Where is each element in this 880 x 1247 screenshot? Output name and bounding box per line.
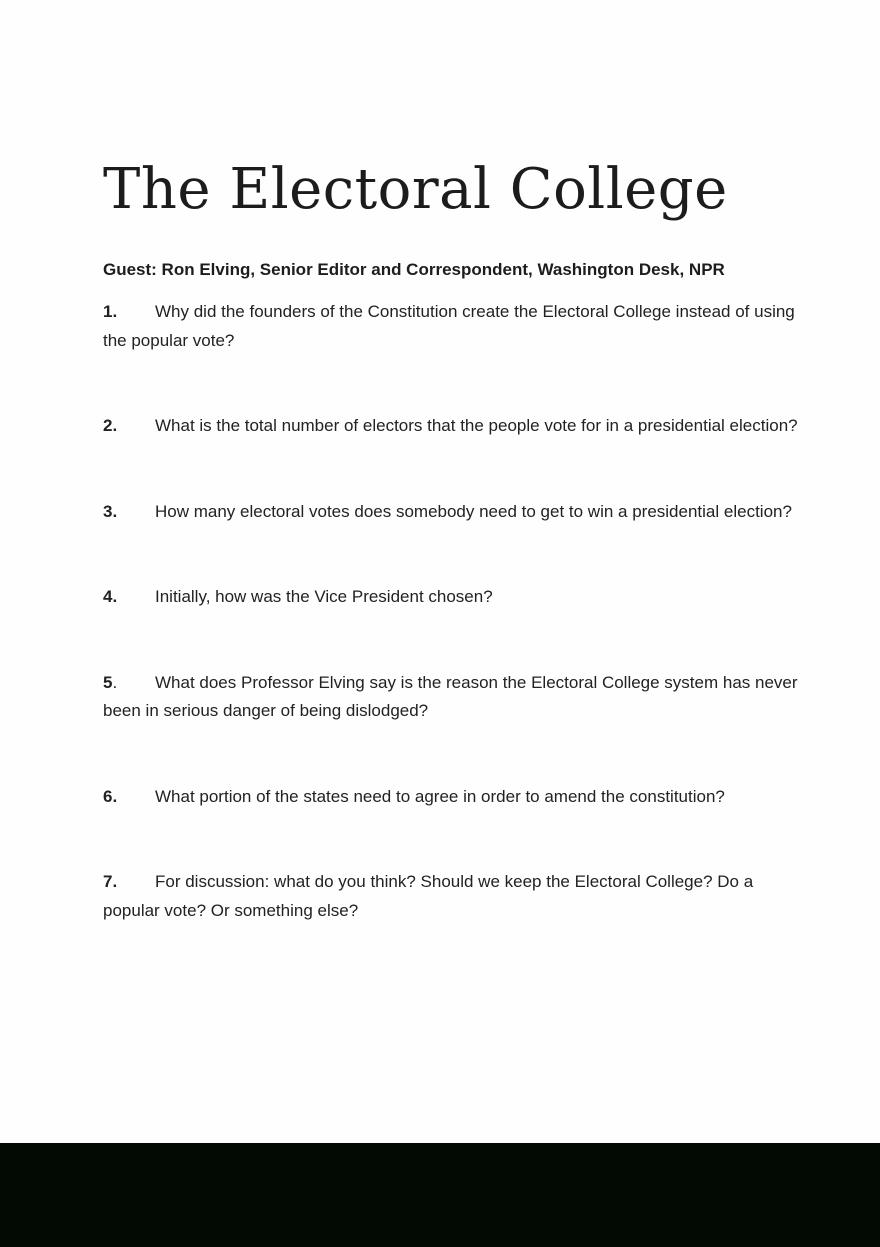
question-number: 6. <box>103 786 118 806</box>
question-text: What is the total number of electors that the people vote for in a presidential election? <box>155 416 798 435</box>
question-number: 2. <box>103 416 118 435</box>
question-text: Initially, how was the Vice President chosen? <box>155 587 493 606</box>
question-number: 3. <box>103 501 118 521</box>
question-item-5 <box>103 669 806 726</box>
question-item-4 <box>103 583 806 612</box>
question-item-2 <box>103 412 806 441</box>
question-number: 1. <box>103 302 118 321</box>
question-item-3 <box>103 498 806 527</box>
question-number: 4. <box>103 587 118 606</box>
question-item-1 <box>103 298 806 355</box>
bottom-black-bar <box>0 1143 880 1247</box>
question-item-6 <box>103 783 806 812</box>
question-text: What does Professor Elving say is the reason the Electoral College system has never been in serious danger of being dislodged? <box>103 672 798 720</box>
question-text: For discussion: what do you think? Should we keep the Electoral College? Do a popular vote? Or something else? <box>103 872 754 920</box>
question-number: 5. <box>103 672 118 692</box>
question-list <box>103 298 806 925</box>
question-text: Why did the founders of the Constitution create the Electoral College instead of using the popular vote? <box>103 302 795 350</box>
question-text: How many electoral votes does somebody need to get to win a presidential election? <box>155 501 792 521</box>
question-item-7 <box>103 868 806 925</box>
page-title: The Electoral College <box>103 157 728 222</box>
question-number: 7. <box>103 872 118 891</box>
guest-byline: Guest: Ron Elving, Senior Editor and Correspondent, Washington Desk, NPR <box>103 260 725 279</box>
question-text: What portion of the states need to agree in order to amend the constitution? <box>155 786 725 806</box>
